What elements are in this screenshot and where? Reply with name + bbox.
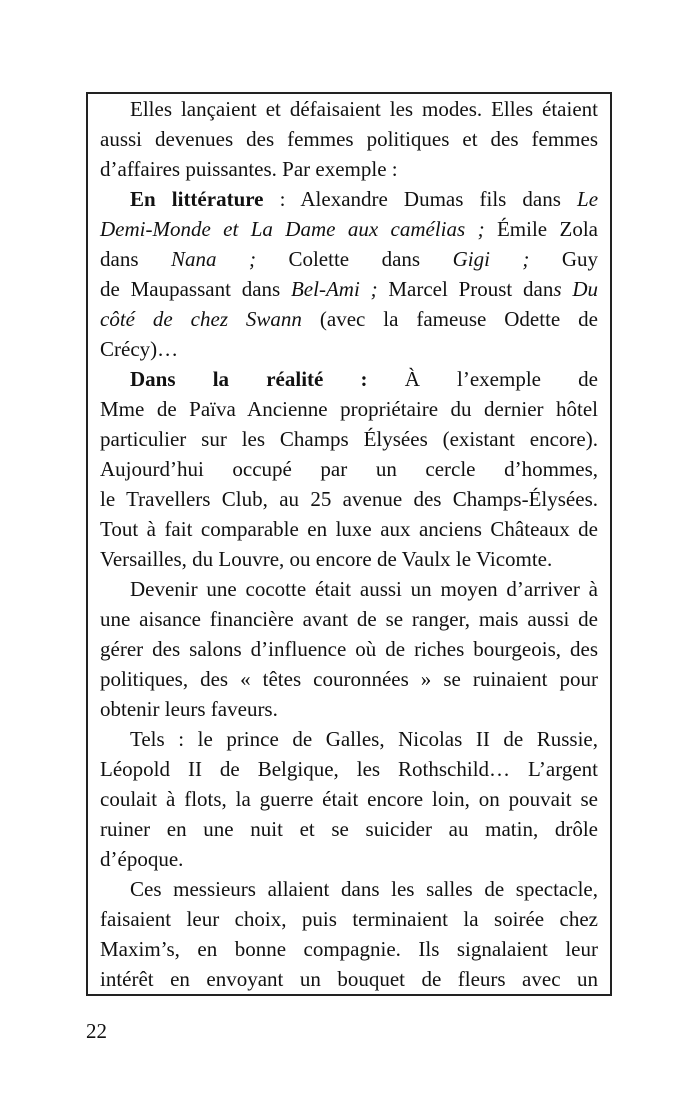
italic-title: Gigi ; [452, 247, 530, 271]
italic-title: Nana ; [170, 247, 256, 271]
text-run: Guy [561, 247, 599, 271]
text-run: Colette [288, 247, 350, 271]
text-run: Émile Zola [484, 217, 598, 241]
text-line: Aujourd’hui occupé par un cercle d’hommes, [100, 457, 598, 481]
page-text [100, 94, 598, 994]
text-run: de [578, 367, 598, 391]
text-line: aussi devenues des femmes politiques et des femmes [100, 127, 598, 151]
text-line: coulait à flots, la guerre était encore loin, on pouvait se [100, 787, 598, 811]
text-line: d’affaires puissantes. Par exemple : [100, 157, 398, 181]
text-line: Crécy)… [100, 337, 179, 361]
text-line: Mme de Païva Ancienne propriétaire du dernier hôtel [100, 397, 598, 421]
text-line [100, 184, 598, 214]
italic-title: s Du [553, 277, 598, 301]
text-line: Léopold II de Belgique, les Rothschild… L’argent [100, 757, 598, 781]
text-run: de Maupassant dans [100, 277, 291, 301]
text-line [100, 214, 598, 244]
text-run: Marcel Proust dan [377, 277, 554, 301]
text-line: Ces messieurs allaient dans les salles de spectacle, [130, 877, 598, 901]
text-line [100, 244, 598, 274]
text-run: l’exemple [457, 367, 541, 391]
italic-title: Bel-Ami ; [290, 277, 378, 301]
text-line: Tout à fait comparable en luxe aux anciens Châteaux de [100, 517, 598, 541]
text-run: : Alexandre Dumas fils dans [263, 187, 578, 211]
text-line [100, 304, 598, 334]
text-line: Tels : le prince de Galles, Nicolas II de Russie, [130, 727, 598, 751]
page-number: 22 [86, 1019, 107, 1043]
text-line: gérer des salons d’influence où de riches bourgeois, des [100, 637, 598, 661]
page-frame [86, 92, 612, 996]
italic-title: Le [577, 187, 599, 211]
text-line: ruiner en une nuit et se suicider au matin, drôle [100, 817, 598, 841]
text-line [100, 274, 598, 304]
text-run: (avec la fameuse Odette de [301, 307, 598, 331]
italic-title: Demi-Monde et La Dame aux camélias ; [100, 217, 485, 241]
text-line: une aisance financière avant de se ranger, mais aussi de [100, 607, 598, 631]
text-line: intérêt en envoyant un bouquet de fleurs avec un [100, 967, 598, 991]
bold-heading: En littérature [130, 187, 264, 211]
text-line: particulier sur les Champs Élysées (existant encore). [100, 427, 598, 451]
text-run: dans [100, 247, 139, 271]
bold-heading: la [212, 367, 230, 391]
bold-heading: réalité : [266, 367, 368, 391]
text-line: le Travellers Club, au 25 avenue des Champs-Élysées. [100, 487, 598, 511]
text-line: Maxim’s, en bonne compagnie. Ils signalaient leur [100, 937, 598, 961]
text-line: politiques, des « têtes couronnées » se ruinaient pour [100, 667, 598, 691]
text-run: dans [381, 247, 421, 271]
text-line: d’époque. [100, 847, 184, 871]
bold-heading: Dans [130, 367, 176, 391]
italic-title: côté de chez Swann [100, 307, 302, 331]
text-line: Devenir une cocotte était aussi un moyen d’arriver à [130, 577, 598, 601]
text-line: faisaient leur choix, puis terminaient la soirée chez [100, 907, 598, 931]
text-line: Versailles, du Louvre, ou encore de Vaulx le Vicomte. [100, 547, 553, 571]
text-line [100, 364, 598, 394]
text-line: Elles lançaient et défaisaient les modes. Elles étaient [130, 97, 598, 121]
text-run: À [404, 367, 420, 391]
text-line: obtenir leurs faveurs. [100, 697, 278, 721]
